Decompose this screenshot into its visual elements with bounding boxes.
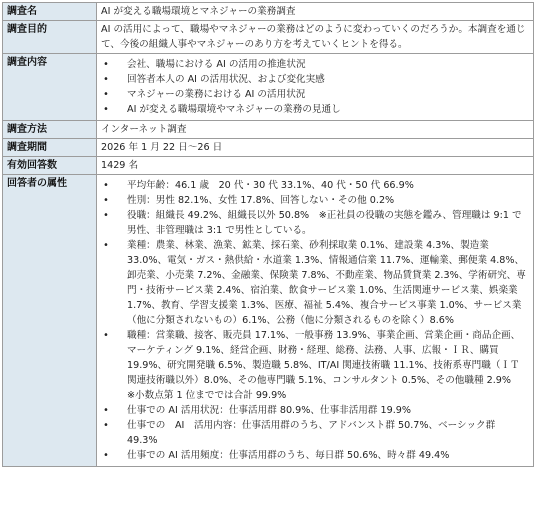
valid-responses-value: 1429 名 [97,157,534,175]
survey-content-label: 調査内容 [3,54,97,121]
list-item: • 職種：営業職、接客、販売員 17.1%、一般事務 13.9%、事業企画、営業企画・商品企画、マーケティング 9.1%、経営企画、財務・経理、総務、法務、人事、広報・ＩＲ、購買 19.9%、研究開発職 6.5%、製造職 5.8%、IT/AI 関連技術職 11.1%、技術系専門職（ＩＴ関連技術職以外）8.0%、その他専門職 5.1%、コンサルタント 0.5%、その他職種 2.9% ※小数点第 1 位まででは合計 99.9% [101,328,527,403]
list-item: • 仕事での AI 活用状況：仕事活用群 80.9%、仕事非活用群 19.9% [101,403,527,418]
survey-name-row [3,3,534,21]
list-item: • 平均年齢：46.1 歳 20 代・30 代 33.1%、40 代・50 代 66.9% [101,178,527,193]
list-item: • 会社、職場における AI の活用の推進状況 [101,57,527,72]
list-item: • 業種：農業、林業、漁業、鉱業、採石業、砂利採取業 0.1%、建設業 4.3%、製造業 33.0%、電気・ガス・熱供給・水道業 1.3%、情報通信業 11.7%、運輸業、郵便業 4.8%、卸売業、小売業 7.2%、金融業、保険業 7.8%、不動産業、物品賃貸業 2.3%、学術研究、専門・技術サービス業 2.4%、宿泊業、飲食サービス業 1.0%、生活関連サービス業、娯楽業 1.7%、教育、学習支援業 1.3%、医療、福祉 5.4%、複合サービス事業 1.0%、サービス業（他に分類されないもの）6.1%、公務（他に分類されるものを除く）8.6% [101,238,527,328]
respondent-attributes-list [101,178,527,463]
survey-content-value [97,54,534,121]
survey-method-value: インターネット調査 [97,121,534,139]
survey-method-row [3,121,534,139]
list-item: • マネジャーの業務における AI の活用状況 [101,87,527,102]
survey-content-row [3,54,534,121]
survey-name-value: AI が変える職場環境とマネジャーの業務調査 [97,3,534,21]
respondent-attributes-label: 回答者の属性 [3,175,97,467]
survey-name-label: 調査名 [3,3,97,21]
valid-responses-row [3,157,534,175]
respondent-attributes-value [97,175,534,467]
list-item: • AI が変える職場環境やマネジャーの業務の見通し [101,102,527,117]
list-item: • 役職：組織長 49.2%、組織長以外 50.8% ※正社員の役職の実態を鑑み、管理職は 9:1 で男性、非管理職は 3:1 で男性としている。 [101,208,527,238]
respondent-attributes-row [3,175,534,467]
survey-period-row [3,139,534,157]
survey-method-label: 調査方法 [3,121,97,139]
survey-purpose-row [3,21,534,54]
survey-period-label: 調査期間 [3,139,97,157]
list-item: • 仕事での AI 活用頻度：仕事活用群のうち、毎日群 50.6%、時々群 49.4% [101,448,527,463]
survey-content-list [101,57,527,117]
valid-responses-label: 有効回答数 [3,157,97,175]
survey-purpose-label: 調査目的 [3,21,97,54]
list-item: • 仕事での AI 活用内容：仕事活用群のうち、アドバンスト群 50.7%、ベーシック群 49.3% [101,418,527,448]
list-item: • 回答者本人の AI の活用状況、および変化実感 [101,72,527,87]
survey-overview-table [2,2,534,467]
survey-purpose-value: AI の活用によって、職場やマネジャーの業務はどのように変わっていくのだろうか。本調査を通じて、今後の組織人事やマネジャーのあり方を考えていくヒントを得る。 [97,21,534,54]
survey-period-value: 2026 年 1 月 22 日〜26 日 [97,139,534,157]
list-item: • 性別：男性 82.1%、女性 17.8%、回答しない・その他 0.2% [101,193,527,208]
